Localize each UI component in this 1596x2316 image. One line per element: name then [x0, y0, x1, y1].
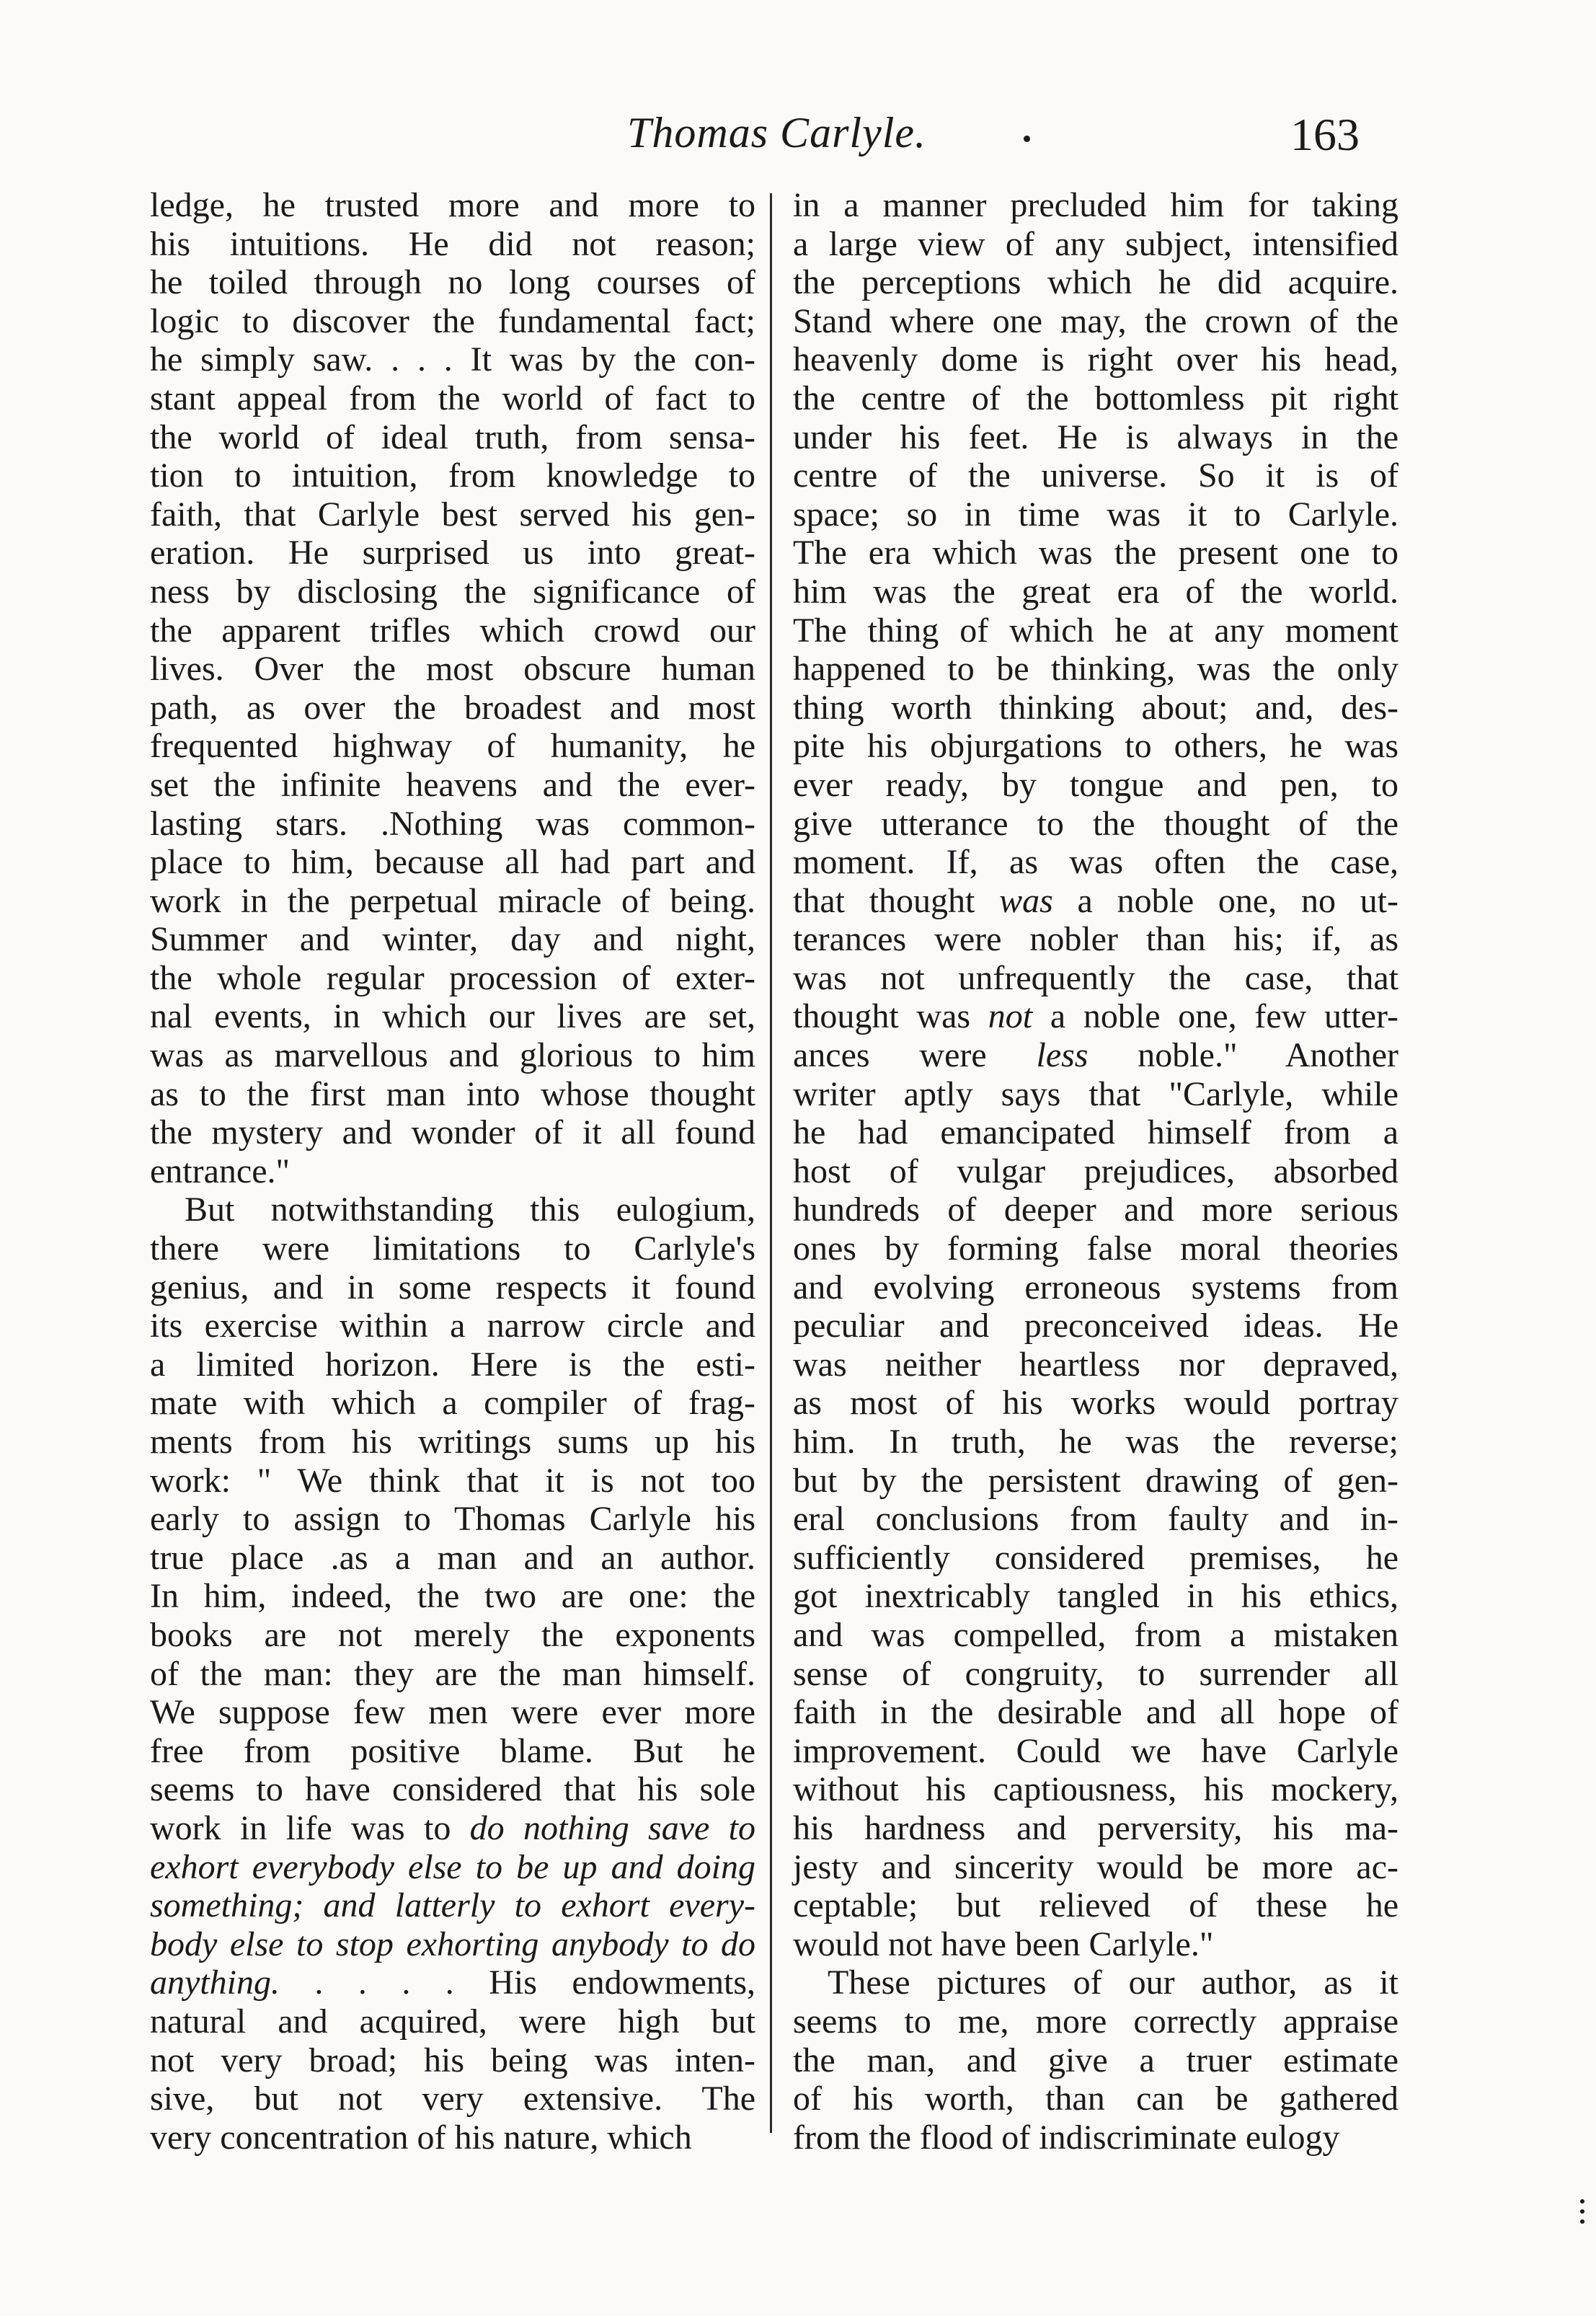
text-run: work: " We think that it is not too — [150, 1461, 755, 1500]
right-column-line — [793, 1384, 1398, 1423]
right-column-line — [793, 2079, 1398, 2118]
text-run: centre of the universe. So it is of — [793, 456, 1398, 495]
text-run: was not unfrequently the case, that — [793, 958, 1398, 997]
text-run: would not have been Carlyle." — [793, 1924, 1214, 1963]
text-run: ones by forming false moral theories — [793, 1229, 1398, 1268]
right-column-line — [793, 1616, 1398, 1655]
left-column-line — [150, 1809, 755, 1848]
text-run: a limited horizon. Here is the esti- — [150, 1345, 755, 1384]
text-run: peculiar and preconceived ideas. He — [793, 1307, 1398, 1345]
right-column-line — [793, 1152, 1398, 1191]
left-column-line — [150, 1963, 755, 2002]
text-run: work in life was to — [150, 1808, 470, 1847]
left-column-line — [150, 689, 755, 728]
left-column-line — [150, 1693, 755, 1732]
right-column-line — [793, 1770, 1398, 1809]
right-column-line — [793, 882, 1398, 921]
italic-text-run: body else to stop exhorting anybody to do — [150, 1924, 755, 1963]
italic-text-run: do nothing save to — [469, 1808, 756, 1847]
page-number: 163 — [1290, 109, 1360, 160]
text-run: a noble one, no ut- — [1052, 881, 1398, 920]
right-column-line — [793, 1075, 1398, 1114]
right-column-line — [793, 1268, 1398, 1307]
text-run: faith in the desirable and all hope of — [793, 1693, 1398, 1732]
left-column-line — [150, 959, 755, 998]
right-column-line — [793, 2041, 1398, 2080]
left-column-line — [150, 1886, 755, 1925]
left-column-line — [150, 573, 755, 611]
right-column-line — [793, 1886, 1398, 1925]
right-column-line — [793, 1462, 1398, 1500]
left-column-line — [150, 1539, 755, 1578]
left-column-line — [150, 534, 755, 573]
text-run: ceptable; but relieved of these he — [793, 1886, 1398, 1925]
text-run: was neither heartless nor depraved, — [793, 1345, 1398, 1384]
text-run: from the flood of indiscriminate eulogy — [793, 2118, 1340, 2157]
right-column-line — [793, 1345, 1398, 1384]
text-run: eration. He surprised us into great- — [150, 534, 755, 573]
left-column-line — [150, 1577, 755, 1616]
text-run: not very broad; his being was inten- — [150, 2041, 755, 2079]
edge-dot — [1580, 2199, 1584, 2204]
text-run: jesty and sincerity would be more ac- — [793, 1847, 1398, 1886]
left-text-column — [150, 186, 755, 2157]
left-column-line — [150, 1345, 755, 1384]
left-column-line — [150, 418, 755, 457]
text-run: space; so in time was it to Carlyle. — [793, 495, 1398, 534]
text-run: seems to me, more correctly appraise — [793, 2002, 1398, 2041]
text-run: Summer and winter, day and night, — [150, 920, 755, 959]
text-run: a noble one, few utter- — [1032, 997, 1398, 1036]
left-column-line — [150, 2079, 755, 2118]
left-column-line — [150, 1500, 755, 1539]
left-column-line — [150, 1616, 755, 1655]
text-run: he simply saw. . . . It was by the con- — [150, 340, 755, 379]
text-run: under his feet. He is always in the — [793, 417, 1398, 456]
right-column-line — [793, 1307, 1398, 1345]
text-run: frequented highway of humanity, he — [150, 727, 755, 766]
header-dot-ornament — [1024, 136, 1030, 142]
text-run: that thought — [793, 881, 1000, 920]
text-run: moment. If, as was often the case, — [793, 843, 1398, 882]
text-run: ledge, he trusted more and more to — [150, 186, 755, 224]
left-column-line — [150, 843, 755, 882]
left-column-line — [150, 766, 755, 805]
right-column-line — [793, 302, 1398, 341]
italic-text-run: was — [999, 881, 1053, 920]
edge-dot — [1580, 2219, 1584, 2224]
text-run: thought was — [793, 997, 988, 1036]
text-run: seems to have considered that his sole — [150, 1770, 755, 1809]
text-run: the centre of the bottomless pit right — [793, 379, 1398, 417]
text-run: ness by disclosing the significance of — [150, 572, 755, 611]
text-run: faith, that Carlyle best served his gen- — [150, 495, 755, 534]
text-run: his hardness and perversity, his ma- — [793, 1808, 1398, 1847]
text-run: him was the great era of the world. — [793, 572, 1398, 611]
right-column-line — [793, 1500, 1398, 1539]
left-column-line — [150, 1462, 755, 1500]
text-run: give utterance to the thought of the — [793, 804, 1398, 843]
right-column-line — [793, 805, 1398, 844]
left-column-line — [150, 302, 755, 341]
right-column-line — [793, 2002, 1398, 2041]
right-column-line — [793, 920, 1398, 959]
text-run: free from positive blame. But he — [150, 1731, 755, 1770]
right-column-line — [793, 1963, 1398, 2002]
right-column-line — [793, 1693, 1398, 1732]
running-head — [0, 108, 1596, 173]
text-run: host of vulgar prejudices, absorbed — [793, 1152, 1398, 1190]
text-run: got inextricably tangled in his ethics, — [793, 1577, 1398, 1616]
text-run: thing worth thinking about; and, des- — [793, 688, 1398, 727]
text-run: but by the persistent drawing of gen- — [793, 1461, 1398, 1500]
text-run: pite his objurgations to others, he was — [793, 727, 1398, 766]
text-run: These pictures of our author, as it — [828, 1963, 1398, 2002]
edge-dot — [1580, 2209, 1584, 2214]
right-column-line — [793, 1539, 1398, 1578]
text-run: the perceptions which he did acquire. — [793, 263, 1398, 302]
left-column-line — [150, 805, 755, 844]
text-run: writer aptly says that "Carlyle, while — [793, 1074, 1398, 1113]
right-column-line — [793, 1655, 1398, 1694]
right-column-line — [793, 689, 1398, 728]
text-run: books are not merely the exponents — [150, 1615, 755, 1654]
text-run: and evolving erroneous systems from — [793, 1268, 1398, 1307]
text-run: happened to be thinking, was the only — [793, 650, 1398, 689]
text-run: The thing of which he at any moment — [793, 611, 1398, 650]
left-column-line — [150, 1384, 755, 1423]
text-run: lasting stars. .Nothing was common- — [150, 804, 755, 843]
right-column-line — [793, 1036, 1398, 1075]
text-run: and was compelled, from a mistaken — [793, 1615, 1398, 1654]
left-column-line — [150, 379, 755, 418]
text-run: the world of ideal truth, from sensa- — [150, 417, 755, 456]
right-column-line — [793, 456, 1398, 495]
right-column-line — [793, 843, 1398, 882]
right-column-line — [793, 766, 1398, 805]
text-run: true place .as a man and an author. — [150, 1538, 755, 1577]
text-run: improvement. Could we have Carlyle — [793, 1731, 1398, 1770]
left-column-line — [150, 1036, 755, 1075]
italic-text-run: something; and latterly to exhort every- — [150, 1886, 755, 1925]
left-column-line — [150, 1075, 755, 1114]
column-divider-rule — [770, 193, 772, 2133]
left-column-line — [150, 1732, 755, 1771]
text-run: of the man: they are the man himself. — [150, 1654, 755, 1693]
text-run: mate with which a compiler of frag- — [150, 1384, 755, 1423]
left-column-line — [150, 456, 755, 495]
right-column-line — [793, 495, 1398, 534]
italic-text-run: anything. — [150, 1963, 280, 2002]
left-column-line — [150, 882, 755, 921]
text-run: its exercise within a narrow circle and — [150, 1307, 755, 1345]
left-column-line — [150, 1190, 755, 1229]
right-column-line — [793, 997, 1398, 1036]
left-column-line — [150, 1113, 755, 1152]
text-run: early to assign to Thomas Carlyle his — [150, 1500, 755, 1539]
right-text-column — [793, 186, 1398, 2157]
text-run: entrance." — [150, 1152, 291, 1190]
right-column-line — [793, 1925, 1398, 1964]
text-run: nal events, in which our lives are set, — [150, 997, 755, 1036]
left-column-line — [150, 1152, 755, 1191]
left-column-line — [150, 225, 755, 264]
text-run: heavenly dome is right over his head, — [793, 340, 1398, 379]
text-run: sive, but not very extensive. The — [150, 2079, 755, 2118]
right-column-line — [793, 727, 1398, 766]
left-column-line — [150, 2041, 755, 2080]
text-run: Stand where one may, the crown of the — [793, 301, 1398, 340]
right-column-line — [793, 225, 1398, 264]
right-column-line — [793, 379, 1398, 418]
text-run: lives. Over the most obscure human — [150, 650, 755, 689]
left-column-line — [150, 1655, 755, 1694]
text-run: In him, indeed, the two are one: the — [150, 1577, 755, 1616]
text-run: place to him, because all had part and — [150, 843, 755, 882]
text-run: he toiled through no long courses of — [150, 263, 755, 302]
text-run: But notwithstanding this eulogium, — [185, 1190, 755, 1229]
right-column-line — [793, 573, 1398, 611]
left-column-line — [150, 1848, 755, 1887]
right-column-line — [793, 1190, 1398, 1229]
text-run: path, as over the broadest and most — [150, 688, 755, 727]
text-run: hundreds of deeper and more serious — [793, 1190, 1398, 1229]
left-column-line — [150, 1229, 755, 1268]
italic-text-run: exhort everybody else to be up and doing — [150, 1847, 755, 1886]
text-run: he had emancipated himself from a — [793, 1113, 1398, 1152]
right-column-line — [793, 959, 1398, 998]
left-column-line — [150, 997, 755, 1036]
text-run: sufficiently considered premises, he — [793, 1538, 1398, 1577]
text-run: as most of his works would portray — [793, 1384, 1398, 1423]
right-column-line — [793, 1732, 1398, 1771]
text-run: stant appeal from the world of fact to — [150, 379, 755, 417]
text-run: set the infinite heavens and the ever- — [150, 765, 755, 804]
text-run: his intuitions. He did not reason; — [150, 224, 755, 263]
right-column-line — [793, 1229, 1398, 1268]
text-run: him. In truth, he was the reverse; — [793, 1423, 1398, 1461]
text-run: as to the first man into whose thought — [150, 1074, 755, 1113]
text-run: natural and acquired, were high but — [150, 2002, 755, 2041]
right-column-line — [793, 650, 1398, 689]
text-run: The era which was the present one to — [793, 534, 1398, 573]
text-run: ments from his writings sums up his — [150, 1423, 755, 1461]
italic-text-run: less — [1036, 1036, 1089, 1075]
left-column-line — [150, 495, 755, 534]
left-column-line — [150, 727, 755, 766]
right-column-line — [793, 340, 1398, 379]
running-title: Thomas Carlyle. — [627, 109, 927, 156]
page-edge-marks — [1580, 2199, 1584, 2235]
text-run: very concentration of his nature, which — [150, 2118, 692, 2157]
text-run: of his worth, than can be gathered — [793, 2079, 1398, 2118]
text-run: genius, and in some respects it found — [150, 1268, 755, 1307]
right-column-line — [793, 263, 1398, 302]
text-run: was as marvellous and glorious to him — [150, 1036, 755, 1075]
text-run: eral conclusions from faulty and in- — [793, 1500, 1398, 1539]
right-column-line — [793, 1809, 1398, 1848]
left-column-line — [150, 1423, 755, 1462]
left-column-line — [150, 1925, 755, 1964]
right-column-line — [793, 1113, 1398, 1152]
text-run: a large view of any subject, intensified — [793, 224, 1398, 263]
left-column-line — [150, 1307, 755, 1345]
right-column-line — [793, 1577, 1398, 1616]
left-column-line — [150, 611, 755, 650]
text-run: ances were — [793, 1036, 1037, 1075]
text-run: work in the perpetual miracle of being. — [150, 881, 755, 920]
text-run: terances were nobler than his; if, as — [793, 920, 1398, 959]
right-column-line — [793, 2118, 1398, 2157]
right-column-line — [793, 1423, 1398, 1462]
left-column-line — [150, 1268, 755, 1307]
text-run: the mystery and wonder of it all found — [150, 1113, 755, 1152]
text-run: the man, and give a truer estimate — [793, 2041, 1398, 2079]
right-column-line — [793, 418, 1398, 457]
italic-text-run: not — [988, 997, 1033, 1036]
left-column-line — [150, 920, 755, 959]
right-column-line — [793, 534, 1398, 573]
text-run: tion to intuition, from knowledge to — [150, 456, 755, 495]
left-column-line — [150, 1770, 755, 1809]
left-column-line — [150, 2118, 755, 2157]
text-run: there were limitations to Carlyle's — [150, 1229, 755, 1268]
text-run: the apparent trifles which crowd our — [150, 611, 755, 650]
text-run: noble." Another — [1088, 1036, 1398, 1075]
text-run: without his captiousness, his mockery, — [793, 1770, 1398, 1809]
text-run: sense of congruity, to surrender all — [793, 1654, 1398, 1693]
left-column-line — [150, 2002, 755, 2041]
right-column-line — [793, 611, 1398, 650]
left-column-line — [150, 340, 755, 379]
right-column-line — [793, 186, 1398, 225]
left-column-line — [150, 263, 755, 302]
text-run: . . . . His endowments, — [279, 1963, 755, 2002]
text-run: ever ready, by tongue and pen, to — [793, 765, 1398, 804]
right-column-line — [793, 1848, 1398, 1887]
left-column-line — [150, 650, 755, 689]
text-run: logic to discover the fundamental fact; — [150, 301, 755, 340]
text-run: in a manner precluded him for taking — [793, 186, 1398, 224]
left-column-line — [150, 186, 755, 225]
text-run: We suppose few men were ever more — [150, 1693, 755, 1732]
text-run: the whole regular procession of exter- — [150, 958, 755, 997]
